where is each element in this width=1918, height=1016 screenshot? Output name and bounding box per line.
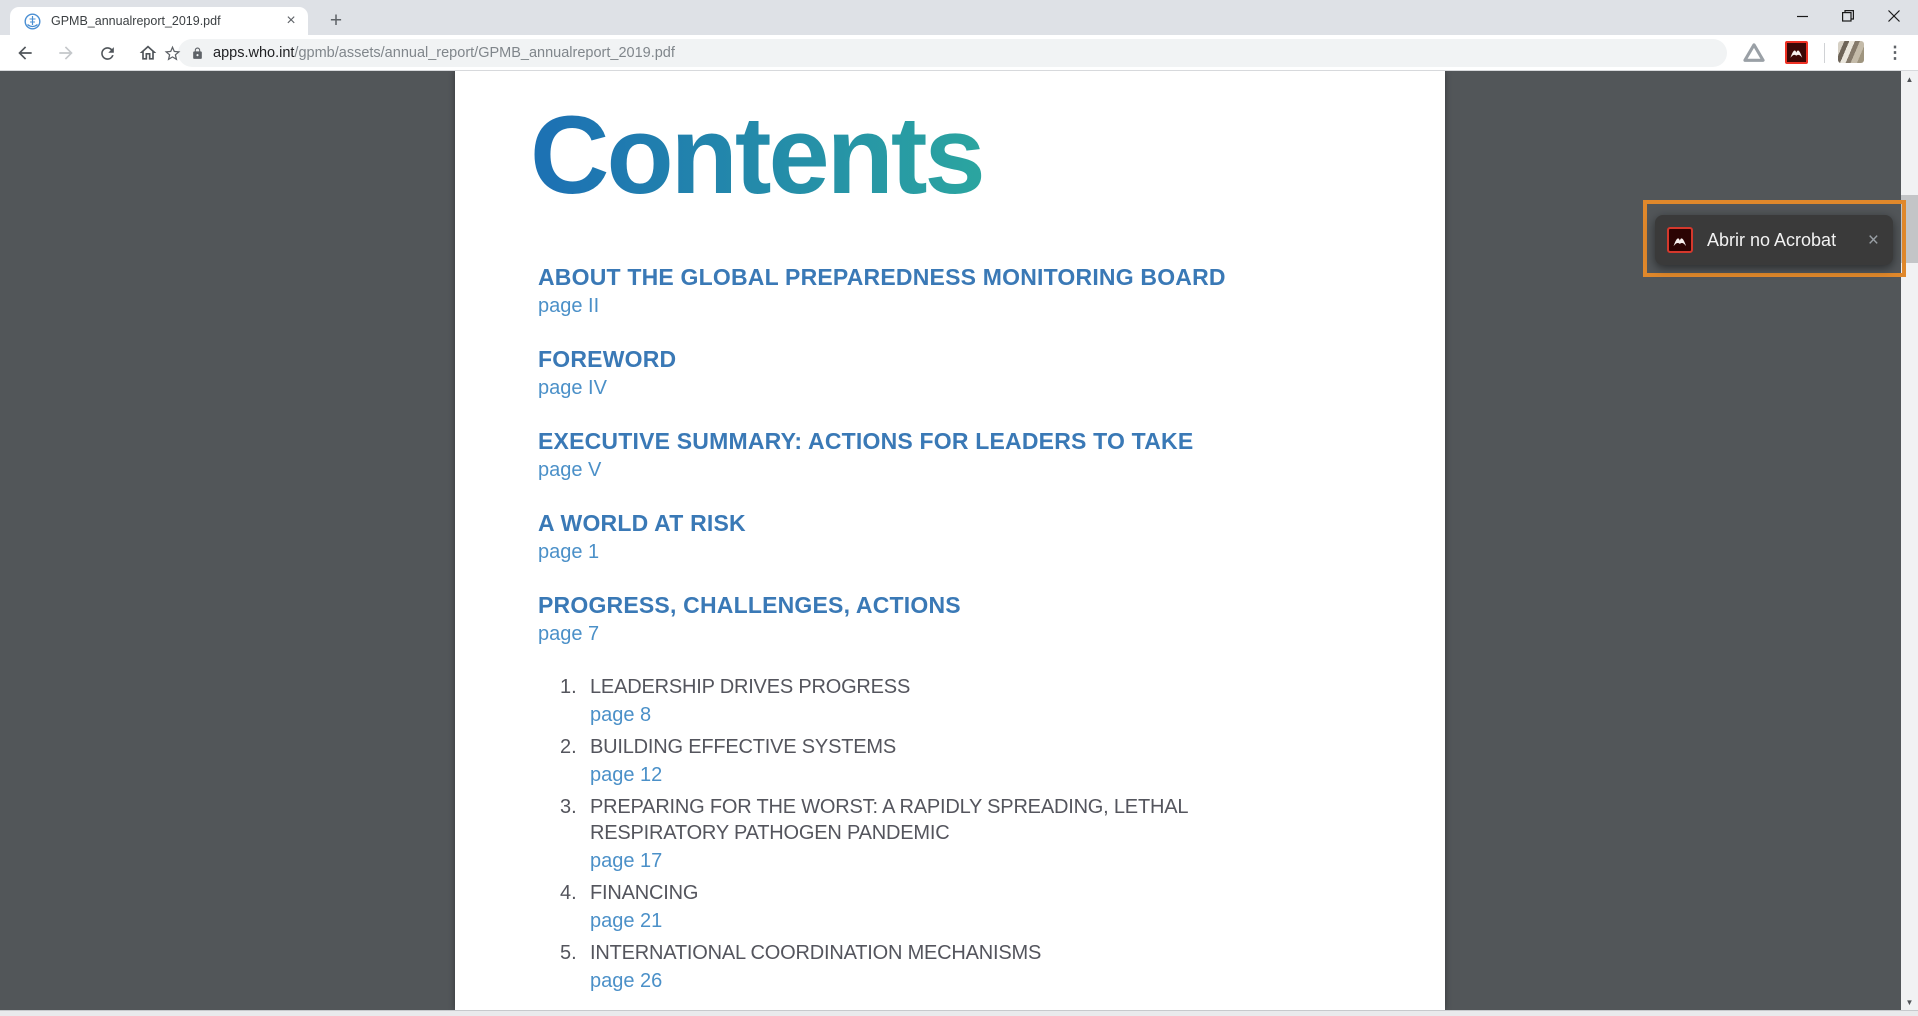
pdf-viewer [0,71,1918,1016]
toc-page-link[interactable]: page 1 [538,541,600,563]
acrobat-extension-icon [1788,45,1805,60]
toc-item[interactable] [538,940,1445,994]
toc-item[interactable] [538,674,1445,728]
toc-heading[interactable]: FOREWORD [538,346,677,372]
toc-page-link[interactable]: page II [538,295,600,317]
toc-section[interactable] [538,264,1445,318]
toc-numbered-list [538,674,1445,994]
tab-close-icon[interactable]: × [286,12,296,29]
restore-icon [1842,10,1854,22]
restore-button[interactable] [1825,1,1871,31]
close-window-button[interactable] [1871,1,1917,31]
acrobat-extension-button[interactable] [1785,41,1808,64]
page-title: Contents [530,94,983,217]
back-icon [15,43,35,63]
toc-page-link[interactable]: page 7 [538,623,600,645]
toast-close-icon[interactable]: × [1867,229,1879,251]
forward-button[interactable] [53,40,79,66]
home-button[interactable] [135,40,161,66]
drive-icon [1743,43,1765,63]
table-of-contents [538,264,1445,994]
reload-button[interactable] [94,40,120,66]
lock-icon [191,46,204,61]
toc-item[interactable] [538,794,1445,874]
toc-item[interactable] [538,734,1445,788]
toc-section[interactable] [538,592,1445,646]
toc-page-link[interactable]: page V [538,459,602,481]
toast-label: Abrir no Acrobat [1707,229,1837,250]
browser-menu-button[interactable]: ⋮ [1886,43,1904,62]
bookmark-button[interactable] [163,44,182,68]
toc-heading[interactable]: EXECUTIVE SUMMARY: ACTIONS FOR LEADERS TO TAKE [538,428,1194,454]
new-tab-button[interactable]: + [329,9,343,32]
custom-extension-button[interactable] [1838,41,1864,63]
scroll-up-icon[interactable]: ▲ [1905,75,1914,84]
minimize-button[interactable] [1779,1,1825,31]
toc-page-link[interactable]: page 21 [590,910,663,932]
toc-section[interactable] [538,510,1445,564]
toc-item-label[interactable]: FINANCING [590,882,699,904]
toc-item-label[interactable]: BUILDING EFFECTIVE SYSTEMS [590,736,896,758]
toc-page-link[interactable]: page 12 [590,764,663,786]
toc-page-link[interactable]: page IV [538,377,607,399]
toc-item-label[interactable]: INTERNATIONAL COORDINATION MECHANISMS [590,942,1042,964]
pdf-page [455,71,1445,1010]
toc-item-number: 1. [560,676,577,698]
window-bottom-frame [0,1010,1918,1016]
toc-item-number: 2. [560,736,577,758]
extension-separator [1824,43,1825,63]
toc-item-label[interactable]: PREPARING FOR THE WORST: A RAPIDLY SPREADING, LETHAL RESPIRATORY PATHOGEN PANDEMIC [590,796,1188,844]
toc-page-link[interactable]: page 26 [590,970,663,992]
browser-toolbar [0,35,1918,71]
toc-page-link[interactable]: page 8 [590,704,652,726]
toc-section[interactable] [538,346,1445,400]
open-in-acrobat-toast[interactable] [1655,215,1893,265]
url-text [213,45,675,61]
scroll-down-icon[interactable]: ▼ [1905,998,1914,1007]
close-icon [1888,10,1900,22]
toc-item[interactable] [538,880,1445,934]
url-host: apps.who.int [213,45,295,61]
tab-title: GPMB_annualreport_2019.pdf [51,14,221,28]
window-controls [1779,1,1917,31]
toc-item-number: 4. [560,882,577,904]
who-favicon-icon [24,13,41,30]
minimize-icon [1797,11,1808,22]
back-button[interactable] [12,40,38,66]
forward-icon [56,43,76,63]
reload-icon [98,44,117,63]
toc-heading[interactable]: PROGRESS, CHALLENGES, ACTIONS [538,592,961,618]
url-path: /gpmb/assets/annual_report/GPMB_annualreport_2019.pdf [294,45,675,61]
toc-item-number: 3. [560,796,577,818]
toc-section[interactable] [538,428,1445,482]
home-icon [138,43,158,63]
drive-extension-button[interactable] [1742,41,1766,65]
toc-heading[interactable]: ABOUT THE GLOBAL PREPAREDNESS MONITORING BOARD [538,264,1226,290]
acrobat-icon [1671,233,1689,248]
tab-strip [0,0,1918,35]
bookmark-star-icon [163,44,182,63]
toc-item-label[interactable]: LEADERSHIP DRIVES PROGRESS [590,676,911,698]
tab-pdf[interactable] [10,7,308,35]
toc-page-link[interactable]: page 17 [590,850,663,872]
toc-item-number: 5. [560,942,577,964]
address-bar[interactable] [178,39,1727,67]
toc-heading[interactable]: A WORLD AT RISK [538,510,746,536]
acrobat-toast-badge [1667,227,1693,253]
